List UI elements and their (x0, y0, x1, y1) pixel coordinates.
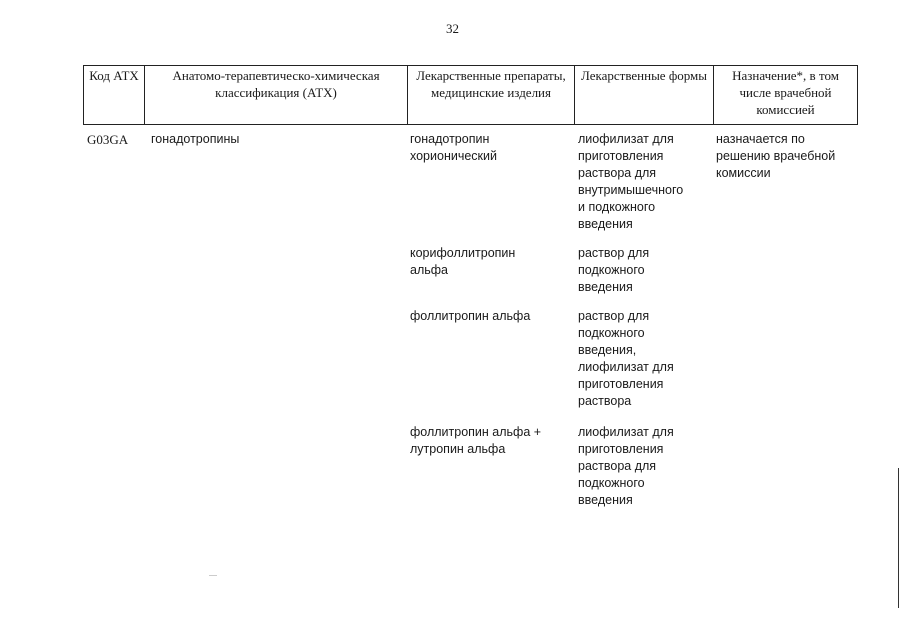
group-name: гонадотропины (151, 132, 240, 146)
table-header (83, 65, 858, 125)
header-row (84, 66, 858, 125)
group-purpose: назначается по решению врачебной комиссии (716, 132, 836, 180)
group-code: G03GA (87, 132, 129, 147)
header-code: Код АТХ (84, 66, 145, 125)
header-forms: Лекарственные формы (575, 66, 714, 125)
drug-form: раствор для подкожного введения (578, 246, 650, 294)
page-number: 32 (446, 21, 459, 36)
scan-edge-line (898, 468, 899, 608)
drug-name: фоллитропин альфа (410, 309, 531, 323)
drug-name: корифоллитропин альфа (410, 246, 516, 277)
drug-form: раствор для подкожного введения, лиофилизат для приготовления раствора (578, 309, 674, 408)
header-drugs: Лекарственные препараты, медицинские изделия (408, 66, 575, 125)
header-atx-classification: Анатомо-терапевтическо-химическая классификация (АТХ) (145, 66, 408, 125)
drug-name: фоллитропин альфа + лутропин альфа (410, 425, 542, 456)
drug-form: лиофилизат для приготовления раствора для подкожного введения (578, 425, 674, 507)
header-purpose: Назначение*, в том числе врачебной комиссией (714, 66, 858, 125)
drug-name: гонадотропин хорионический (410, 132, 497, 163)
drug-form: лиофилизат для приготовления раствора для внутримышечного и подкожного введения (578, 132, 684, 231)
scan-mark (209, 575, 217, 576)
